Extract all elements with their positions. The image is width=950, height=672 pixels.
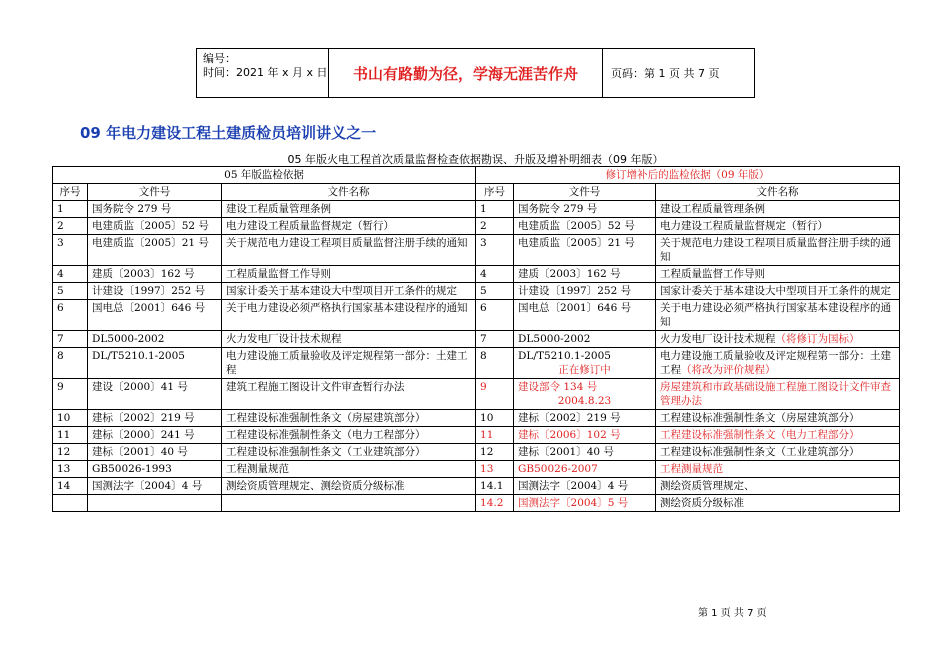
seq-right-text: 14.2 xyxy=(480,497,504,509)
docname-right-text: 国家计委关于基本建设大中型项目开工条件的规定 xyxy=(660,285,892,297)
docno-right xyxy=(514,495,656,512)
table-row xyxy=(53,300,900,331)
table-row xyxy=(53,461,900,478)
seq-right xyxy=(476,235,514,266)
docname-left-text: 测绘资质管理规定、测绘资质分级标准 xyxy=(226,480,405,492)
docname-right xyxy=(656,461,900,478)
col-seq-left: 序号 xyxy=(53,184,88,201)
docno-left xyxy=(88,300,222,331)
docname-left xyxy=(222,201,476,218)
docno-left xyxy=(88,348,222,379)
seq-right-text: 8 xyxy=(480,350,487,362)
seq-right xyxy=(476,410,514,427)
docname-left-text: 国家计委关于基本建设大中型项目开工条件的规定 xyxy=(226,285,457,297)
docname-right xyxy=(656,427,900,444)
seq-right-text: 13 xyxy=(480,463,494,475)
seq-right xyxy=(476,218,514,235)
seq-left xyxy=(53,495,88,512)
right-group-header: 修订增补后的监检依据（09 年版） xyxy=(476,167,900,184)
docname-left-text: 工程建设标准强制性条文（工业建筑部分） xyxy=(226,446,426,458)
seq-right-text: 5 xyxy=(480,285,487,297)
col-docname-right: 文件名称 xyxy=(656,184,900,201)
docname-left-text: 建筑工程施工图设计文件审查暂行办法 xyxy=(226,381,405,393)
docno-right-text: DL/T5210.1-2005 xyxy=(518,350,611,362)
seq-left xyxy=(53,300,88,331)
seq-left xyxy=(53,348,88,379)
docno-right xyxy=(514,410,656,427)
docname-right-text: 测绘资质管理规定、 xyxy=(660,480,755,492)
docname-right xyxy=(656,266,900,283)
docno-left xyxy=(88,283,222,300)
column-header-row xyxy=(53,184,900,201)
docno-right xyxy=(514,300,656,331)
docname-left-text: 关于电力建设必须严格执行国家基本建设程序的通知 xyxy=(226,302,468,314)
seq-left xyxy=(53,427,88,444)
seq-left-text: 1 xyxy=(57,203,64,215)
seq-right xyxy=(476,331,514,348)
docno-left xyxy=(88,461,222,478)
seq-right xyxy=(476,495,514,512)
docno-right-text: 建质〔2003〕162 号 xyxy=(518,268,621,280)
seq-left-text: 8 xyxy=(57,350,64,362)
docno-right-text: 建标〔2002〕219 号 xyxy=(518,412,621,424)
docname-right xyxy=(656,478,900,495)
table-row xyxy=(53,348,900,379)
docno-left-text: 建标〔2002〕219 号 xyxy=(92,412,195,424)
docname-right xyxy=(656,300,900,331)
docname-left xyxy=(222,331,476,348)
docname-right-text: 关于电力建设必须严格执行国家基本建设程序的通知 xyxy=(660,302,892,328)
docname-right-text: 火力发电厂设计技术规程 xyxy=(660,333,776,345)
seq-right xyxy=(476,201,514,218)
docname-right xyxy=(656,410,900,427)
docname-left xyxy=(222,300,476,331)
seq-right xyxy=(476,478,514,495)
docname-right-text: 测绘资质分级标准 xyxy=(660,497,745,509)
table-row xyxy=(53,444,900,461)
docno-left xyxy=(88,379,222,410)
docname-right-text: 关于规范电力建设工程项目质量监督注册手续的通知 xyxy=(660,237,892,263)
docno-left-text: DL5000-2002 xyxy=(92,333,165,345)
docname-left-text: 工程建设标准强制性条文（电力工程部分） xyxy=(226,429,426,441)
docno-left xyxy=(88,495,222,512)
col-docno-left: 文件号 xyxy=(88,184,222,201)
docno-left-text: 电建质监〔2005〕21 号 xyxy=(92,237,209,249)
table-row xyxy=(53,478,900,495)
docno-right xyxy=(514,461,656,478)
docname-right-text: 电力建设施工质量验收及评定规程第一部分：土建工程 xyxy=(660,350,892,376)
seq-left-text: 5 xyxy=(57,285,64,297)
docno-left-text: DL/T5210.1-2005 xyxy=(92,350,185,362)
docname-right-text: 房屋建筑和市政基础设施工程施工图设计文件审查管理办法 xyxy=(660,381,892,407)
docno-right-text: 计建设〔1997〕252 号 xyxy=(518,285,632,297)
seq-left xyxy=(53,218,88,235)
docno-right-text: 国测法字〔2004〕5 号 xyxy=(518,497,629,509)
docno-left xyxy=(88,266,222,283)
table-row xyxy=(53,235,900,266)
seq-right xyxy=(476,300,514,331)
header-box xyxy=(196,48,755,98)
docno-left-text: 计建设〔1997〕252 号 xyxy=(92,285,206,297)
seq-left-text: 14 xyxy=(57,480,71,492)
seq-right xyxy=(476,427,514,444)
docno-left-text: 电建质监〔2005〕52 号 xyxy=(92,220,209,232)
docname-left-text: 工程质量监督工作导则 xyxy=(226,268,331,280)
seq-right xyxy=(476,461,514,478)
number-label: 编号： xyxy=(203,52,236,65)
docname-left xyxy=(222,348,476,379)
docname-right-text: 工程建设标准强制性条文（工业建筑部分） xyxy=(660,446,860,458)
docno-left-text: 建标〔2000〕241 号 xyxy=(92,429,195,441)
docname-left xyxy=(222,218,476,235)
seq-right xyxy=(476,348,514,379)
docno-left xyxy=(88,218,222,235)
docno-right-text: 建标〔2001〕40 号 xyxy=(518,446,614,458)
docno-right-text: 建标〔2006〕102 号 xyxy=(518,429,621,441)
seq-left-text: 11 xyxy=(57,429,71,441)
col-seq-right: 序号 xyxy=(476,184,514,201)
docno-left-text: 国务院令 279 号 xyxy=(92,203,172,215)
docno-left-text: 国电总〔2001〕646 号 xyxy=(92,302,206,314)
seq-left xyxy=(53,379,88,410)
docname-right xyxy=(656,283,900,300)
docname-right-text: 建设工程质量管理条例 xyxy=(660,203,766,215)
docname-right-text: 工程建设标准强制性条文（电力工程部分） xyxy=(660,429,860,441)
docno-left xyxy=(88,410,222,427)
docname-left xyxy=(222,379,476,410)
docname-left-text: 工程测量规范 xyxy=(226,463,289,475)
docname-left-text: 建设工程质量管理条例 xyxy=(226,203,331,215)
basis-table xyxy=(52,166,900,512)
docname-right xyxy=(656,348,900,379)
docname-right xyxy=(656,235,900,266)
seq-left-text: 2 xyxy=(57,220,64,232)
table-row xyxy=(53,495,900,512)
seq-left xyxy=(53,235,88,266)
seq-left-text: 10 xyxy=(57,412,71,424)
table-row xyxy=(53,218,900,235)
seq-right xyxy=(476,379,514,410)
docno-right-text: 电建质监〔2005〕52 号 xyxy=(518,220,635,232)
docno-left-text: 国测法字〔2004〕4 号 xyxy=(92,480,203,492)
docname-right xyxy=(656,331,900,348)
docname-left xyxy=(222,427,476,444)
group-header-row xyxy=(53,167,900,184)
docno-right xyxy=(514,444,656,461)
docno-right-text: 建设部令 134 号 xyxy=(518,381,598,393)
docno-left-text: 建标〔2001〕40 号 xyxy=(92,446,188,458)
table-row xyxy=(53,379,900,410)
seq-left-text: 13 xyxy=(57,463,71,475)
seq-left xyxy=(53,283,88,300)
table-row xyxy=(53,201,900,218)
docno-right xyxy=(514,218,656,235)
docname-left xyxy=(222,444,476,461)
docname-left xyxy=(222,495,476,512)
docno-left-text: 建设〔2000〕41 号 xyxy=(92,381,188,393)
seq-right xyxy=(476,444,514,461)
table-row xyxy=(53,283,900,300)
docno-left xyxy=(88,427,222,444)
seq-right-text: 12 xyxy=(480,446,494,458)
docname-right xyxy=(656,495,900,512)
table-row xyxy=(53,266,900,283)
seq-left-text: 7 xyxy=(57,333,64,345)
col-docname-left: 文件名称 xyxy=(222,184,476,201)
docno-right-text: DL5000-2002 xyxy=(518,333,591,345)
seq-left-text: 6 xyxy=(57,302,64,314)
revision-remark: （将修订为国标） xyxy=(775,333,860,345)
docname-left xyxy=(222,283,476,300)
docname-left xyxy=(222,266,476,283)
page-footer: 第 1 页 共 7 页 xyxy=(698,608,767,619)
table-title: 05 年版火电工程首次质量监督检查依据勘误、升版及增补明细表（09 年版） xyxy=(287,153,664,166)
seq-right-text: 1 xyxy=(480,203,487,215)
docno-left-text: GB50026-1993 xyxy=(92,463,172,475)
seq-right-text: 2 xyxy=(480,220,487,232)
docno-left-text: 建质〔2003〕162 号 xyxy=(92,268,195,280)
docname-right xyxy=(656,218,900,235)
docno-left xyxy=(88,331,222,348)
docno-right-text: 国电总〔2001〕646 号 xyxy=(518,302,632,314)
docname-left xyxy=(222,410,476,427)
docno-right-text: GB50026-2007 xyxy=(518,463,598,475)
docname-right xyxy=(656,444,900,461)
docname-right-text: 电力建设工程质量监督规定（暂行） xyxy=(660,220,829,232)
docno-right-text: 国务院令 279 号 xyxy=(518,203,598,215)
seq-right-text: 14.1 xyxy=(480,480,504,492)
docno-right xyxy=(514,235,656,266)
col-docno-right: 文件号 xyxy=(514,184,656,201)
seq-right-text: 3 xyxy=(480,237,487,249)
seq-right-text: 10 xyxy=(480,412,494,424)
docname-left-text: 工程建设标准强制性条文（房屋建筑部分） xyxy=(226,412,426,424)
header-page-info: 页码：第 1 页 共 7 页 xyxy=(611,67,720,80)
docno-left xyxy=(88,201,222,218)
seq-right-text: 4 xyxy=(480,268,487,280)
seq-right-text: 9 xyxy=(480,381,487,393)
seq-left-text: 12 xyxy=(57,446,71,458)
docname-left-text: 电力建设施工质量验收及评定规程第一部分：土建工程 xyxy=(226,350,468,376)
docname-left xyxy=(222,461,476,478)
seq-right-text: 6 xyxy=(480,302,487,314)
seq-left xyxy=(53,461,88,478)
docno-right-text: 电建质监〔2005〕21 号 xyxy=(518,237,635,249)
seq-left-text: 9 xyxy=(57,381,64,393)
seq-right xyxy=(476,283,514,300)
table-row xyxy=(53,427,900,444)
docno-right xyxy=(514,348,656,379)
docno-right xyxy=(514,201,656,218)
docno-right xyxy=(514,379,656,410)
seq-left xyxy=(53,478,88,495)
docno-left xyxy=(88,444,222,461)
left-group-header: 05 年版监检依据 xyxy=(53,167,476,184)
header-slogan: 书山有路勤为径，学海无涯苦作舟 xyxy=(329,49,603,97)
docname-right-text: 工程质量监督工作导则 xyxy=(660,268,766,280)
table-row xyxy=(53,331,900,348)
table-row xyxy=(53,410,900,427)
docname-left-text: 关于规范电力建设工程项目质量监督注册手续的通知 xyxy=(226,237,468,249)
docname-left xyxy=(222,235,476,266)
docname-right xyxy=(656,201,900,218)
docno-left xyxy=(88,478,222,495)
seq-left xyxy=(53,201,88,218)
docname-left-text: 电力建设工程质量监督规定（暂行） xyxy=(226,220,394,232)
time-label: 时间：2021 年 x 月 x 日 xyxy=(203,66,328,79)
revision-note: 正在修订中 xyxy=(558,364,611,376)
seq-left xyxy=(53,331,88,348)
seq-left xyxy=(53,266,88,283)
seq-right-text: 11 xyxy=(480,429,494,441)
issue-date: 2004.8.23 xyxy=(557,395,612,407)
docno-left xyxy=(88,235,222,266)
docname-right-text: 工程建设标准强制性条文（房屋建筑部分） xyxy=(660,412,860,424)
seq-left xyxy=(53,444,88,461)
seq-left-text: 3 xyxy=(57,237,64,249)
revision-remark: （将改为评价规程） xyxy=(681,364,776,376)
document-title: 09 年电力建设工程土建质检员培训讲义之一 xyxy=(80,124,377,142)
docname-right xyxy=(656,379,900,410)
docname-left-text: 火力发电厂设计技术规程 xyxy=(226,333,342,345)
docno-right xyxy=(514,266,656,283)
seq-left xyxy=(53,410,88,427)
docname-left xyxy=(222,478,476,495)
seq-left-text: 4 xyxy=(57,268,64,280)
docno-right xyxy=(514,331,656,348)
docno-right xyxy=(514,427,656,444)
docno-right xyxy=(514,478,656,495)
seq-right-text: 7 xyxy=(480,333,487,345)
docno-right xyxy=(514,283,656,300)
seq-right xyxy=(476,266,514,283)
docno-right-text: 国测法字〔2004〕4 号 xyxy=(518,480,629,492)
docname-right-text: 工程测量规范 xyxy=(660,463,724,475)
header-meta xyxy=(197,49,329,97)
